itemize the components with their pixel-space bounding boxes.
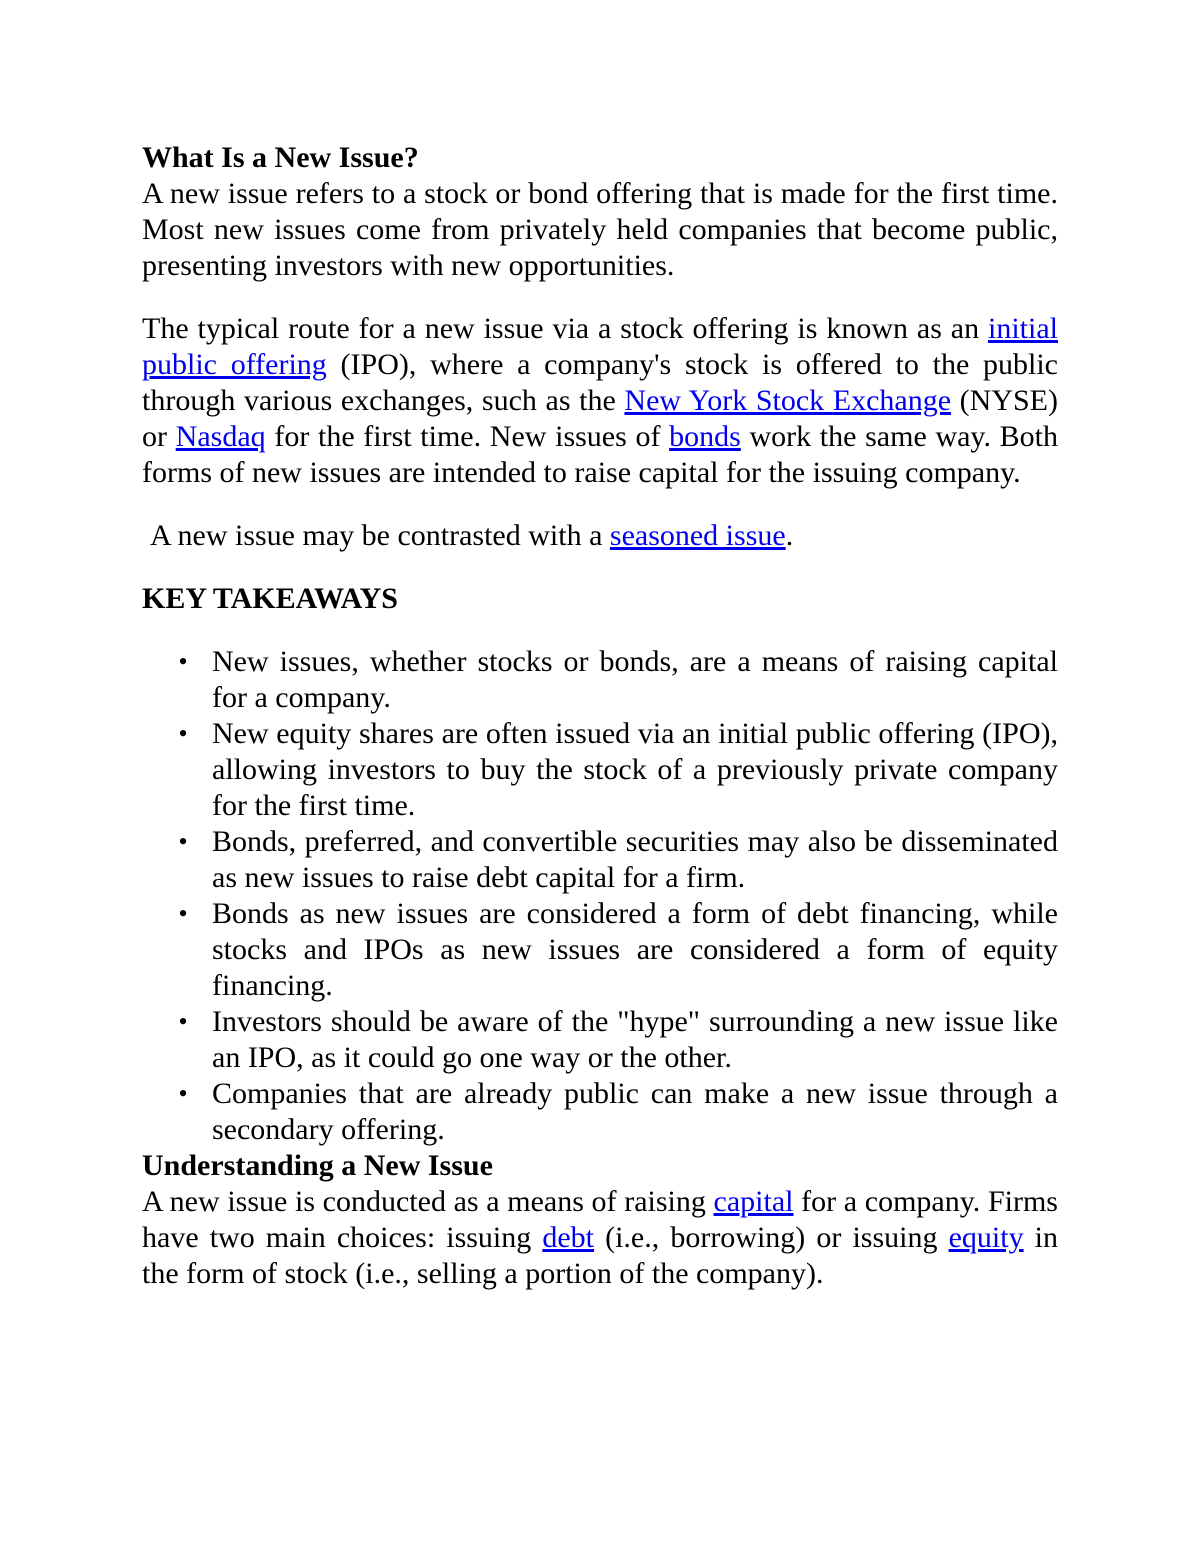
- takeaway-text: Companies that are already public can make a new issue through a secondary offering.: [212, 1077, 1058, 1146]
- bullet-icon: •: [178, 1079, 188, 1108]
- link-capital[interactable]: capital: [713, 1185, 794, 1218]
- link-new-york-stock-exchange[interactable]: New York Stock Exchange: [624, 384, 952, 417]
- ipo-paragraph-text-5: work the same way. Both forms of new issues are intended to raise capital for the issuing company.: [142, 420, 1058, 489]
- list-item: [178, 896, 1058, 1004]
- link-nasdaq[interactable]: Nasdaq: [175, 420, 266, 453]
- seasoned-paragraph-text-1: A new issue may be contrasted with a: [150, 519, 610, 552]
- takeaway-text: New issues, whether stocks or bonds, are a means of raising capital for a company.: [212, 645, 1058, 714]
- list-item: [178, 1004, 1058, 1076]
- link-bonds[interactable]: bonds: [669, 420, 741, 453]
- link-seasoned-issue[interactable]: seasoned issue: [609, 519, 786, 552]
- takeaway-text: Bonds as new issues are considered a form of debt financing, while stocks and IPOs as new issues are considered a form of equity financing.: [212, 897, 1058, 1002]
- understanding-paragraph-text-4: in the form of stock (i.e., selling a portion of the company).: [142, 1221, 1058, 1290]
- bullet-icon: •: [178, 827, 188, 856]
- understanding-paragraph: [142, 1184, 1058, 1292]
- takeaway-text: New equity shares are often issued via an initial public offering (IPO), allowing investors to buy the stock of a previously private company for the first time.: [212, 717, 1058, 822]
- list-item: [178, 644, 1058, 716]
- list-item: [178, 716, 1058, 824]
- ipo-paragraph-text-2: (IPO), where a company's stock is offered to the public through various exchanges, such as the: [142, 348, 1058, 417]
- link-initial-public-offering[interactable]: initial public offering: [142, 312, 1058, 381]
- takeaways-list: [142, 644, 1058, 1148]
- bullet-icon: •: [178, 1007, 188, 1036]
- seasoned-paragraph: [142, 518, 1058, 554]
- list-item: [178, 1076, 1058, 1148]
- heading-key-takeaways: KEY TAKEAWAYS: [142, 582, 398, 615]
- seasoned-paragraph-text-2: .: [785, 519, 794, 552]
- understanding-paragraph-text-2: for a company. Firms have two main choices: issuing: [142, 1185, 1058, 1254]
- intro-paragraph: A new issue refers to a stock or bond offering that is made for the first time. Most new issues come from privately held companies that become public, presenting investors with new opportunities.: [142, 177, 1058, 282]
- ipo-paragraph: [142, 311, 1058, 491]
- document-page: [142, 140, 1058, 1292]
- ipo-paragraph-text-4: for the first time. New issues of: [265, 420, 670, 453]
- link-debt[interactable]: debt: [542, 1221, 595, 1254]
- understanding-paragraph-text-3: (i.e., borrowing) or issuing: [594, 1221, 949, 1254]
- list-item: [178, 824, 1058, 896]
- heading-what-is-new-issue: What Is a New Issue?: [142, 141, 419, 174]
- ipo-paragraph-text-1: The typical route for a new issue via a stock offering is known as an: [142, 312, 988, 345]
- takeaway-text: Investors should be aware of the "hype" surrounding a new issue like an IPO, as it could go one way or the other.: [212, 1005, 1058, 1074]
- takeaway-text: Bonds, preferred, and convertible securities may also be disseminated as new issues to raise debt capital for a firm.: [212, 825, 1058, 894]
- bullet-icon: •: [178, 647, 188, 676]
- understanding-paragraph-text-1: A new issue is conducted as a means of raising: [142, 1185, 714, 1218]
- bullet-icon: •: [178, 899, 188, 928]
- heading-understanding-new-issue: Understanding a New Issue: [142, 1149, 493, 1182]
- ipo-paragraph-text-3: (NYSE) or: [142, 384, 1058, 453]
- bullet-icon: •: [178, 719, 188, 748]
- link-equity[interactable]: equity: [948, 1221, 1024, 1254]
